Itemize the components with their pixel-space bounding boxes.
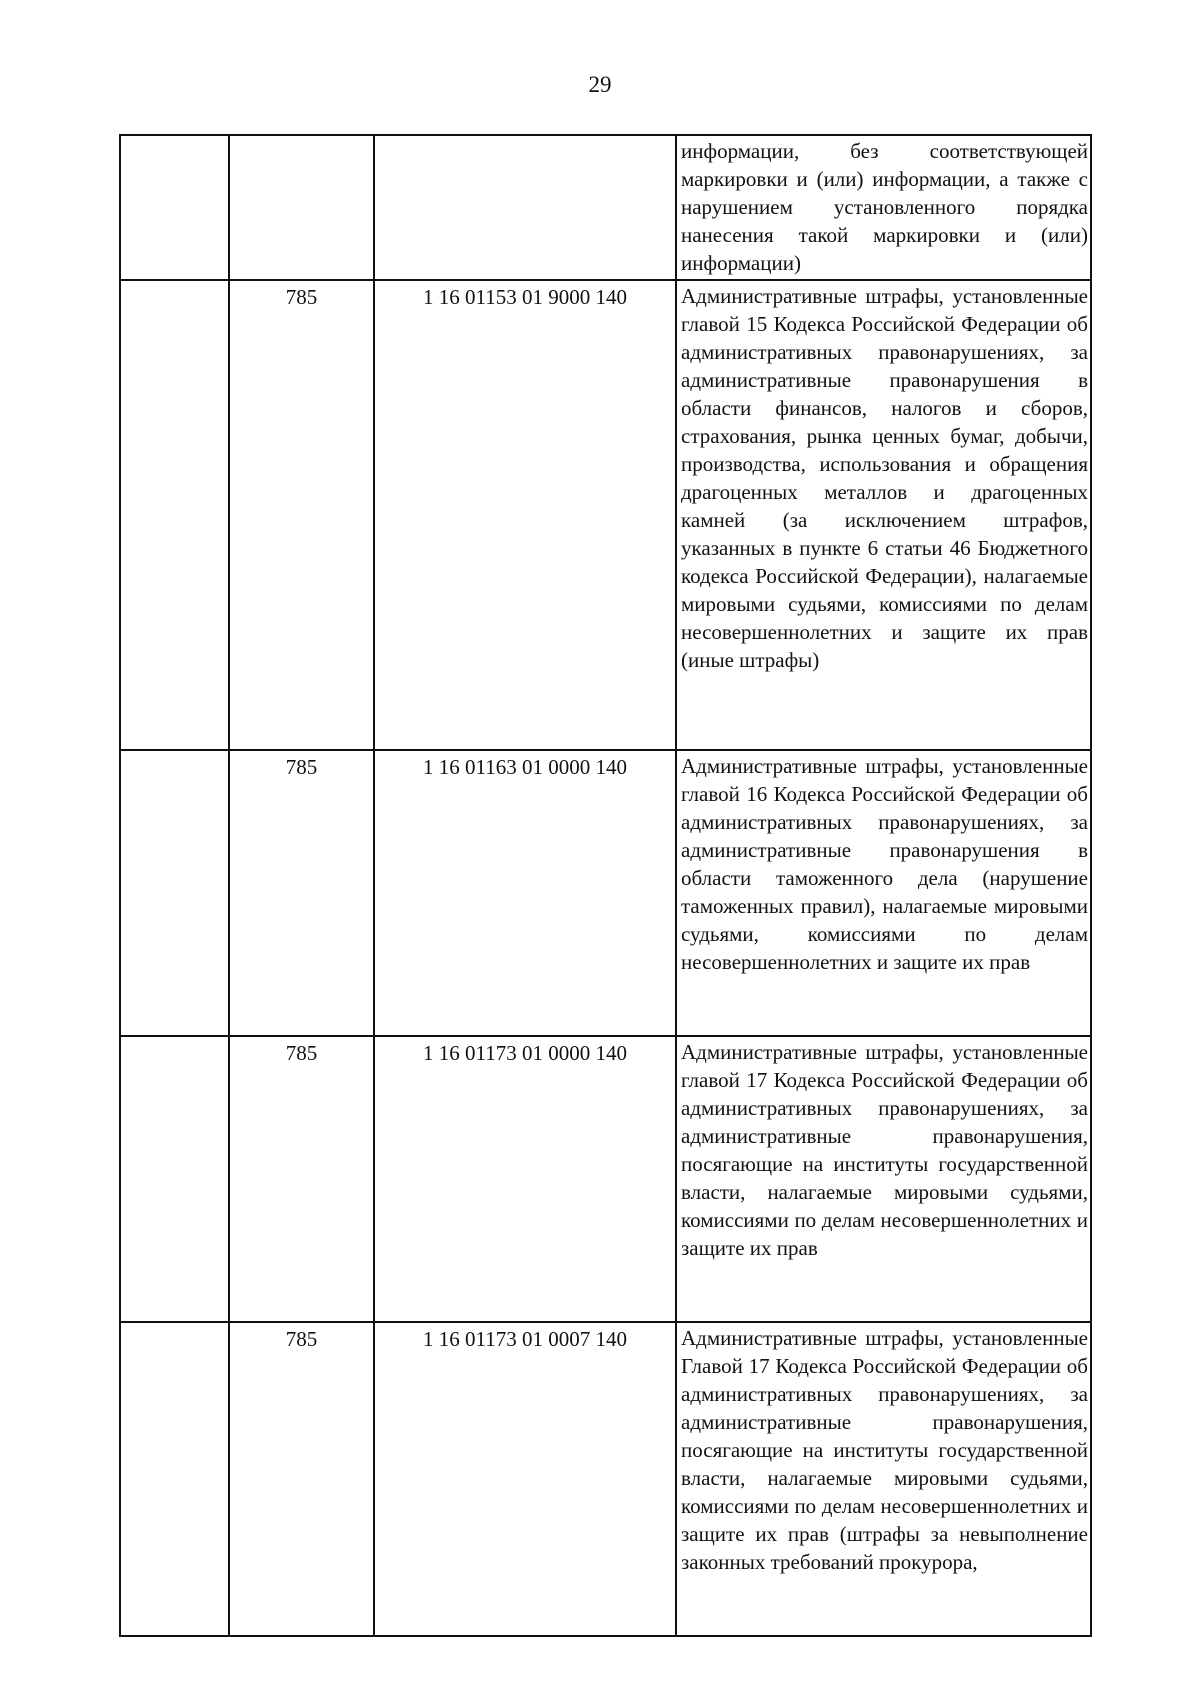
description-cell: [676, 1036, 1091, 1322]
kbk-code-cell: [374, 1322, 676, 1636]
kbk-code: 1 16 01173 01 0007 140: [423, 1327, 627, 1351]
admin-code: [230, 136, 373, 138]
kbk-code: 1 16 01163 01 0000 140: [423, 755, 627, 779]
admin-code-cell: [229, 750, 374, 1036]
kbk-code-cell: [374, 280, 676, 750]
admin-code-cell: [229, 135, 374, 280]
table-row: [120, 1322, 1091, 1636]
description-cell: [676, 280, 1091, 750]
description-text: Административные штрафы, установленные главой 17 Кодекса Российской Федерации об административных правонарушениях, за административные правонарушения, посягающие на институты государственной власти, налагаемые мировыми судьями, комиссиями по делам несовершеннолетних и защите их прав: [681, 1040, 1088, 1260]
table-row: [120, 280, 1091, 750]
admin-code: 785: [285, 1041, 318, 1065]
row-number-cell: [120, 135, 229, 280]
description-text: Административные штрафы, установленные главой 16 Кодекса Российской Федерации об административных правонарушениях, за административные правонарушения в области таможенного дела (нарушение таможенных правил), налагаемые мировыми судьями, комиссиями по делам несовершеннолетних и защите их прав: [681, 754, 1088, 974]
page-number: 29: [588, 72, 612, 97]
row-number-cell: [120, 1322, 229, 1636]
kbk-code: 1 16 01153 01 9000 140: [423, 285, 627, 309]
row-number-cell: [120, 750, 229, 1036]
admin-code-cell: [229, 1036, 374, 1322]
kbk-code: 1 16 01173 01 0000 140: [423, 1041, 627, 1065]
table-row: [120, 1036, 1091, 1322]
table-row: [120, 750, 1091, 1036]
description-cell: [676, 135, 1091, 280]
description-text: информации, без соответствующей маркировки и (или) информации, а также с нарушением установленного порядка нанесения такой маркировки и (или) информации): [681, 139, 1088, 275]
row-number-cell: [120, 1036, 229, 1322]
budget-codes-table: [119, 134, 1092, 1637]
admin-code: 785: [285, 285, 318, 309]
description-cell: [676, 1322, 1091, 1636]
description-text: Административные штрафы, установленные Главой 17 Кодекса Российской Федерации об административных правонарушениях, за административные правонарушения, посягающие на институты государственной власти, налагаемые мировыми судьями, комиссиями по делам несовершеннолетних и защите их прав (штрафы за невыполнение законных требований прокурора,: [681, 1326, 1088, 1574]
admin-code-cell: [229, 1322, 374, 1636]
table-row: [120, 135, 1091, 280]
admin-code: 785: [285, 755, 318, 779]
kbk-code: [375, 136, 675, 138]
row-number-cell: [120, 280, 229, 750]
kbk-code-cell: [374, 1036, 676, 1322]
description-text: Административные штрафы, установленные главой 15 Кодекса Российской Федерации об административных правонарушениях, за административные правонарушения в области финансов, налогов и сборов, страхования, рынка ценных бумаг, добычи, производства, использования и обращения драгоценных металлов и драгоценных камней (за исключением штрафов, указанных в пункте 6 статьи 46 Бюджетного кодекса Российской Федерации), налагаемые мировыми судьями, комиссиями по делам несовершеннолетних и защите их прав (иные штрафы): [681, 284, 1088, 672]
admin-code-cell: [229, 280, 374, 750]
kbk-code-cell: [374, 750, 676, 1036]
admin-code: 785: [285, 1327, 318, 1351]
description-cell: [676, 750, 1091, 1036]
kbk-code-cell: [374, 135, 676, 280]
